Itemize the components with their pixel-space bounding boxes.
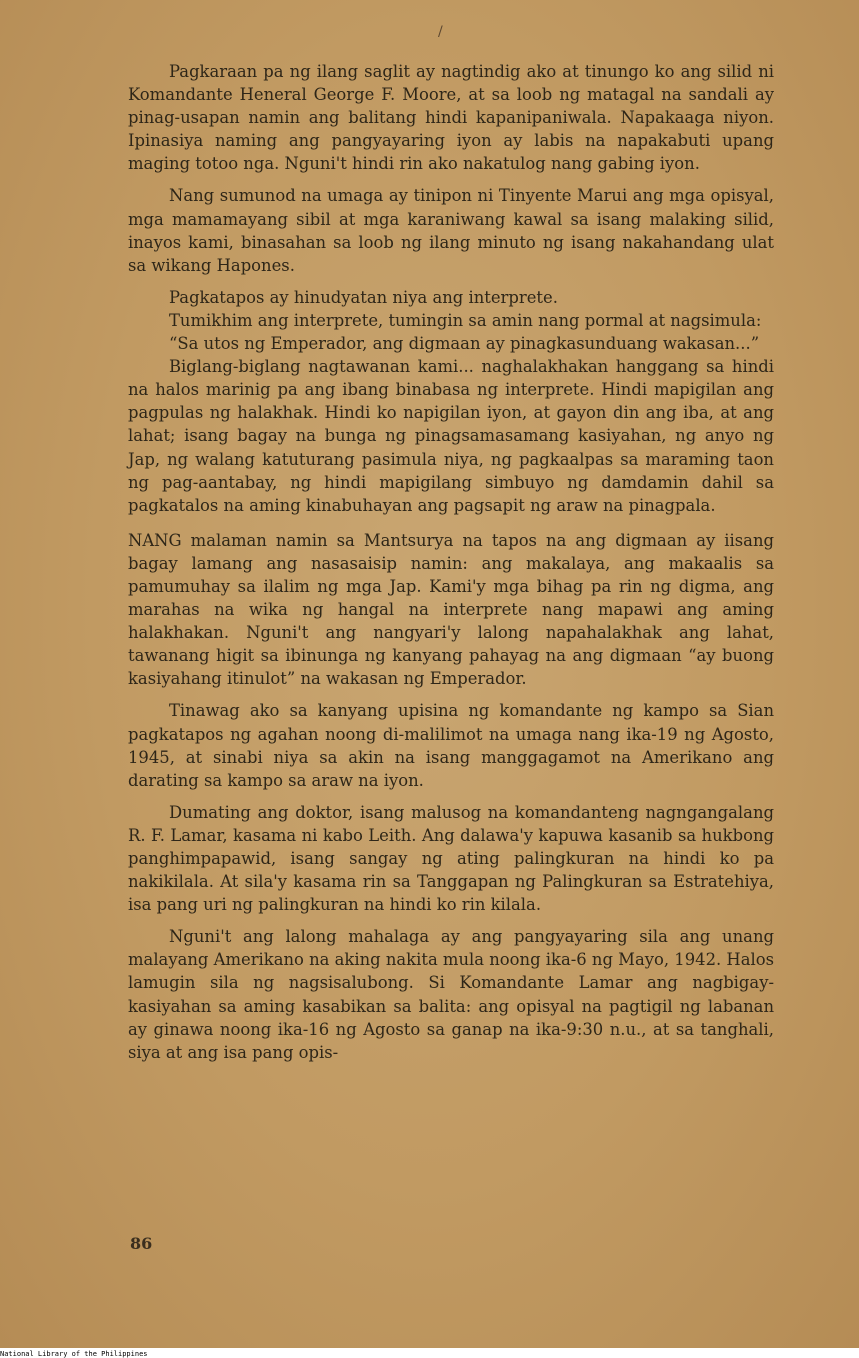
paragraph-9: Dumating ang doktor, isang malusog na komandanteng nagngangalang R. F. Lamar, kasama ni kabo Leith. Ang dalawa'y kapuwa kasanib sa hukbong panghimpapawid, isang sangay ng ating palingkuran na hindi ko pa nakikilala. At sila'y kasama rin sa Tanggapan ng Palingkuran sa Estratehiya, isa pang uri ng palingkuran na hindi ko rin kilala. <box>128 802 774 915</box>
paragraph-4: Tumikhim ang interprete, tumingin sa amin nang pormal at nagsimula: <box>169 310 762 330</box>
paragraph-6: Biglang-biglang nagtawanan kami... naghalakhakan hanggang sa hindi na halos marinig pa ang ibang binabasa ng interprete. Hindi mapigilan ang pagpulas ng halakhak. Hindi ko napigilan iyon, at gayon din ang iba, at ang lahat; isang bagay na bunga ng pinagsamasamang kasiyahan, ng anyo ng Jap, ng walang katuturang pasimula niya, ng pagkaalpas sa maraming taon ng pag-aantabay, ng hindi mapigilang simbuyo ng damdamin dahil sa pagkatalos na aming kinabuhayan ang pagsapit ng araw na pinagpala. <box>128 357 774 515</box>
paragraph-5: “Sa utos ng Emperador, ang digmaan ay pinagkasunduang wakasan...” <box>169 334 760 354</box>
page-number: 86 <box>130 1234 153 1253</box>
paragraph-1: Pagkaraan pa ng ilang saglit ay nagtindig ako at tinungo ko ang silid ni Komandante Heneral George F. Moore, at sa loob ng matagal na sandali ay pinag-usapan namin ang balitang hindi kapanipaniwala. Napakaaga niyon. Ipinasiya naming ang pangyayaring iyon ay labis na napakabuti upang maging totoo nga. Nguni't hindi rin ako nakatulog nang gabing iyon. <box>128 62 774 174</box>
library-credit: National Library of the Philippines <box>0 1350 148 1358</box>
paragraph-3: Pagkatapos ay hinudyatan niya ang interprete. <box>169 287 558 307</box>
page-mark: / <box>438 24 443 40</box>
body-text <box>128 60 774 1064</box>
paragraph-8: Tinawag ako sa kanyang upisina ng komandante ng kampo sa Sian pagkatapos ng agahan noong di-malilimot na umaga nang ika-19 ng Agosto, 1945, at sinabi niya sa akin na isang manggagamot na Amerikano ang darating sa kampo sa araw na iyon. <box>128 701 774 790</box>
paragraph-7: NANG malaman namin sa Mantsurya na tapos na ang digmaan ay iisang bagay lamang ang nasasaisip namin: ang makalaya, ang makaalis sa pamumuhay sa ilalim ng mga Jap. Kami'y mga bihag pa rin ng digma, ang marahas na wika ng hangal na interprete nang mapawi ang aming halakhakan. Nguni't ang nangyari'y lalong napahalakhak ang lahat, tawanang higit sa ibinunga ng kanyang pahayag na ang digmaan “ay buong kasiyahang itinulot” na wakasan ng Emperador. <box>128 530 774 689</box>
paragraph-10: Nguni't ang lalong mahalaga ay ang pangyayaring sila ang unang malayang Amerikano na aking nakita mula noong ika-6 ng Mayo, 1942. Halos lamugin sila ng nagsisalubong. Si Komandante Lamar ang nagbigay-kasiyahan sa aming kasabikan sa balita: ang opisyal na pagtigil ng labanan ay ginawa noong ika-16 ng Agosto sa ganap na ika-9:30 n.u., at sa tanghali, siya at ang isa pang opis- <box>128 927 775 1062</box>
paragraph-2: Nang sumunod na umaga ay tinipon ni Tinyente Marui ang mga opisyal, mga mamamayang sibil at mga karaniwang kawal sa isang malaking silid, inayos kami, binasahan sa loob ng ilang minuto ng isang nakahandang ulat sa wikang Hapones. <box>128 186 774 275</box>
